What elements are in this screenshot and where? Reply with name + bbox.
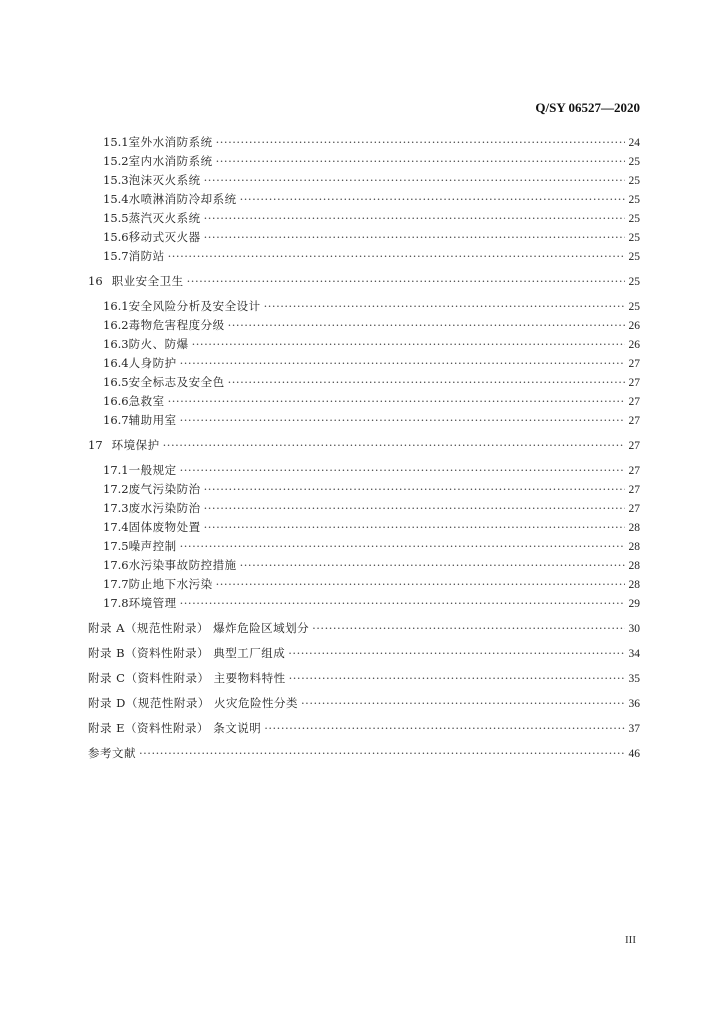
toc-entry-page: 25 (628, 194, 640, 206)
toc-dot-leader (288, 644, 625, 663)
toc-entry[interactable] (88, 411, 640, 430)
toc-entry-title: 安全标志及安全色 (128, 375, 225, 389)
toc-entry[interactable] (88, 644, 640, 663)
toc-dot-leader (228, 373, 625, 392)
toc-entry-title: 废气污染防治 (128, 482, 201, 496)
toc-entry-number: 17.1 (103, 463, 129, 477)
toc-dot-leader (192, 335, 625, 354)
toc-entry-number: 17.3 (103, 501, 129, 515)
toc-entry[interactable] (88, 392, 640, 411)
toc-entry-page: 46 (628, 748, 640, 760)
toc-dot-leader (228, 316, 625, 335)
toc-entry-page: 27 (628, 377, 640, 389)
toc-entry[interactable] (88, 480, 640, 499)
toc-entry-page: 25 (628, 156, 640, 168)
toc-entry[interactable] (88, 436, 640, 455)
toc-entry-title: 水喷淋消防冷却系统 (128, 192, 237, 206)
toc-entry[interactable] (88, 537, 640, 556)
toc-entry-page: 27 (628, 358, 640, 370)
toc-entry-page: 25 (628, 232, 640, 244)
toc-entry-title: 附录 E（资料性附录） 条文说明 (88, 721, 262, 735)
toc-dot-leader (180, 461, 625, 480)
toc-entry[interactable] (88, 247, 640, 266)
toc-entry-number: 16.4 (103, 356, 129, 370)
toc-entry-page: 27 (628, 465, 640, 477)
toc-dot-leader (139, 744, 625, 763)
toc-entry-page: 25 (628, 251, 640, 263)
toc-dot-leader (180, 354, 625, 373)
toc-entry[interactable] (88, 209, 640, 228)
toc-entry-title: 附录 D（规范性附录） 火灾危险性分类 (88, 696, 299, 710)
toc-entry-number: 15.3 (103, 173, 129, 187)
toc-entry-title: 参考文献 (88, 746, 136, 760)
toc-entry-number: 17.8 (103, 596, 129, 610)
toc-entry-page: 24 (628, 137, 640, 149)
toc-entry-title: 废水污染防治 (128, 501, 201, 515)
toc-entry-title: 附录 A（规范性附录） 爆炸危险区域划分 (88, 621, 310, 635)
toc-entry-number: 17.2 (103, 482, 129, 496)
toc-entry-page: 25 (628, 213, 640, 225)
toc-entry[interactable] (88, 556, 640, 575)
toc-entry-number: 16 (88, 274, 103, 288)
toc-entry[interactable] (88, 297, 640, 316)
toc-entry-title: 安全风险分析及安全设计 (128, 299, 261, 313)
toc-entry-title: 职业安全卫生 (111, 274, 184, 288)
toc-entry-page: 36 (628, 698, 640, 710)
toc-entry[interactable] (88, 575, 640, 594)
toc-entry-title: 泡沫灭火系统 (128, 173, 201, 187)
toc-entry[interactable] (88, 354, 640, 373)
document-code: Q/SY 06527—2020 (535, 100, 640, 115)
toc-entry[interactable] (88, 669, 640, 688)
toc-entry[interactable] (88, 316, 640, 335)
toc-entry-page: 25 (628, 301, 640, 313)
toc-entry[interactable] (88, 335, 640, 354)
toc-entry-number: 16.6 (103, 394, 129, 408)
toc-entry-page: 26 (628, 339, 640, 351)
toc-entry[interactable] (88, 594, 640, 613)
toc-entry-number: 15.5 (103, 211, 129, 225)
page-number: III (625, 934, 636, 946)
toc-entry-number: 17.4 (103, 520, 129, 534)
toc-entry-number: 15.6 (103, 230, 129, 244)
toc-entry-title: 室内水消防系统 (128, 154, 213, 168)
toc-dot-leader (204, 171, 625, 190)
toc-dot-leader (264, 297, 625, 316)
toc-entry-title: 环境管理 (128, 596, 177, 610)
toc-dot-leader (216, 133, 625, 152)
toc-entry-page: 25 (628, 276, 640, 288)
toc-entry-title: 消防站 (128, 249, 165, 263)
toc-dot-leader (264, 719, 625, 738)
toc-entry-title: 水污染事故防控措施 (128, 558, 237, 572)
toc-entry-number: 15.2 (103, 154, 129, 168)
toc-entry-title: 防火、防爆 (128, 337, 189, 351)
toc-dot-leader (216, 575, 625, 594)
toc-dot-leader (187, 272, 625, 291)
toc-entry-page: 29 (628, 598, 640, 610)
toc-dot-leader (289, 669, 625, 688)
toc-dot-leader (301, 694, 625, 713)
toc-dot-leader (204, 499, 625, 518)
toc-entry[interactable] (88, 694, 640, 713)
toc-entry-title: 辅助用室 (128, 413, 177, 427)
toc-entry-title: 室外水消防系统 (128, 135, 213, 149)
toc-entry-title: 附录 B（资料性附录） 典型工厂组成 (88, 646, 286, 660)
toc-entry-number: 15.7 (103, 249, 129, 263)
toc-dot-leader (168, 392, 625, 411)
toc-dot-leader (204, 480, 625, 499)
toc-dot-leader (204, 228, 625, 247)
toc-entry[interactable] (88, 461, 640, 480)
toc-entry-number: 17 (88, 438, 103, 452)
toc-entry-title: 人身防护 (128, 356, 177, 370)
toc-entry-number: 16.1 (103, 299, 129, 313)
toc-entry[interactable] (88, 152, 640, 171)
toc-entry-page: 28 (628, 541, 640, 553)
toc-entry-title: 噪声控制 (128, 539, 177, 553)
toc-entry-page: 30 (628, 623, 640, 635)
toc-entry[interactable] (88, 133, 640, 152)
toc-dot-leader (204, 209, 625, 228)
toc-entry-page: 27 (628, 484, 640, 496)
toc-entry[interactable] (88, 744, 640, 763)
toc-dot-leader (312, 619, 625, 638)
toc-entry[interactable] (88, 373, 640, 392)
table-of-contents (88, 133, 640, 763)
toc-entry-page: 37 (628, 723, 640, 735)
toc-entry-title: 毒物危害程度分级 (128, 318, 225, 332)
toc-entry-title: 附录 C（资料性附录） 主要物料特性 (88, 671, 286, 685)
toc-entry-number: 16.2 (103, 318, 129, 332)
toc-entry-number: 15.4 (103, 192, 129, 206)
toc-entry-title: 固体废物处置 (128, 520, 201, 534)
toc-entry-number: 16.5 (103, 375, 129, 389)
toc-entry-number: 17.6 (103, 558, 129, 572)
toc-entry[interactable] (88, 518, 640, 537)
toc-entry-title: 一般规定 (128, 463, 177, 477)
toc-entry-number: 16.7 (103, 413, 129, 427)
toc-entry-number: 16.3 (103, 337, 129, 351)
toc-dot-leader (180, 411, 625, 430)
toc-entry[interactable] (88, 171, 640, 190)
toc-entry-page: 27 (628, 503, 640, 515)
toc-dot-leader (168, 247, 625, 266)
toc-entry-page: 27 (628, 415, 640, 427)
toc-entry-number: 15.1 (103, 135, 129, 149)
toc-entry-title: 急救室 (128, 394, 165, 408)
toc-entry-number: 17.5 (103, 539, 129, 553)
toc-entry-title: 蒸汽灭火系统 (128, 211, 201, 225)
toc-entry-page: 34 (628, 648, 640, 660)
toc-entry-page: 25 (628, 175, 640, 187)
toc-entry-page: 28 (628, 522, 640, 534)
toc-entry[interactable] (88, 719, 640, 738)
toc-dot-leader (240, 556, 625, 575)
toc-entry-number: 17.7 (103, 577, 129, 591)
toc-entry-page: 28 (628, 560, 640, 572)
toc-entry[interactable] (88, 190, 640, 209)
toc-dot-leader (180, 537, 625, 556)
toc-dot-leader (204, 518, 625, 537)
toc-entry-page: 35 (628, 673, 640, 685)
toc-entry[interactable] (88, 272, 640, 291)
toc-entry[interactable] (88, 499, 640, 518)
toc-entry-page: 26 (628, 320, 640, 332)
toc-entry-page: 27 (628, 440, 640, 452)
toc-entry-title: 移动式灭火器 (128, 230, 201, 244)
toc-dot-leader (180, 594, 625, 613)
toc-dot-leader (163, 436, 625, 455)
toc-entry-title: 环境保护 (111, 438, 160, 452)
toc-entry-page: 27 (628, 396, 640, 408)
toc-entry-page: 28 (628, 579, 640, 591)
toc-entry[interactable] (88, 619, 640, 638)
toc-entry[interactable] (88, 228, 640, 247)
toc-dot-leader (216, 152, 625, 171)
toc-dot-leader (240, 190, 625, 209)
toc-entry-title: 防止地下水污染 (128, 577, 213, 591)
